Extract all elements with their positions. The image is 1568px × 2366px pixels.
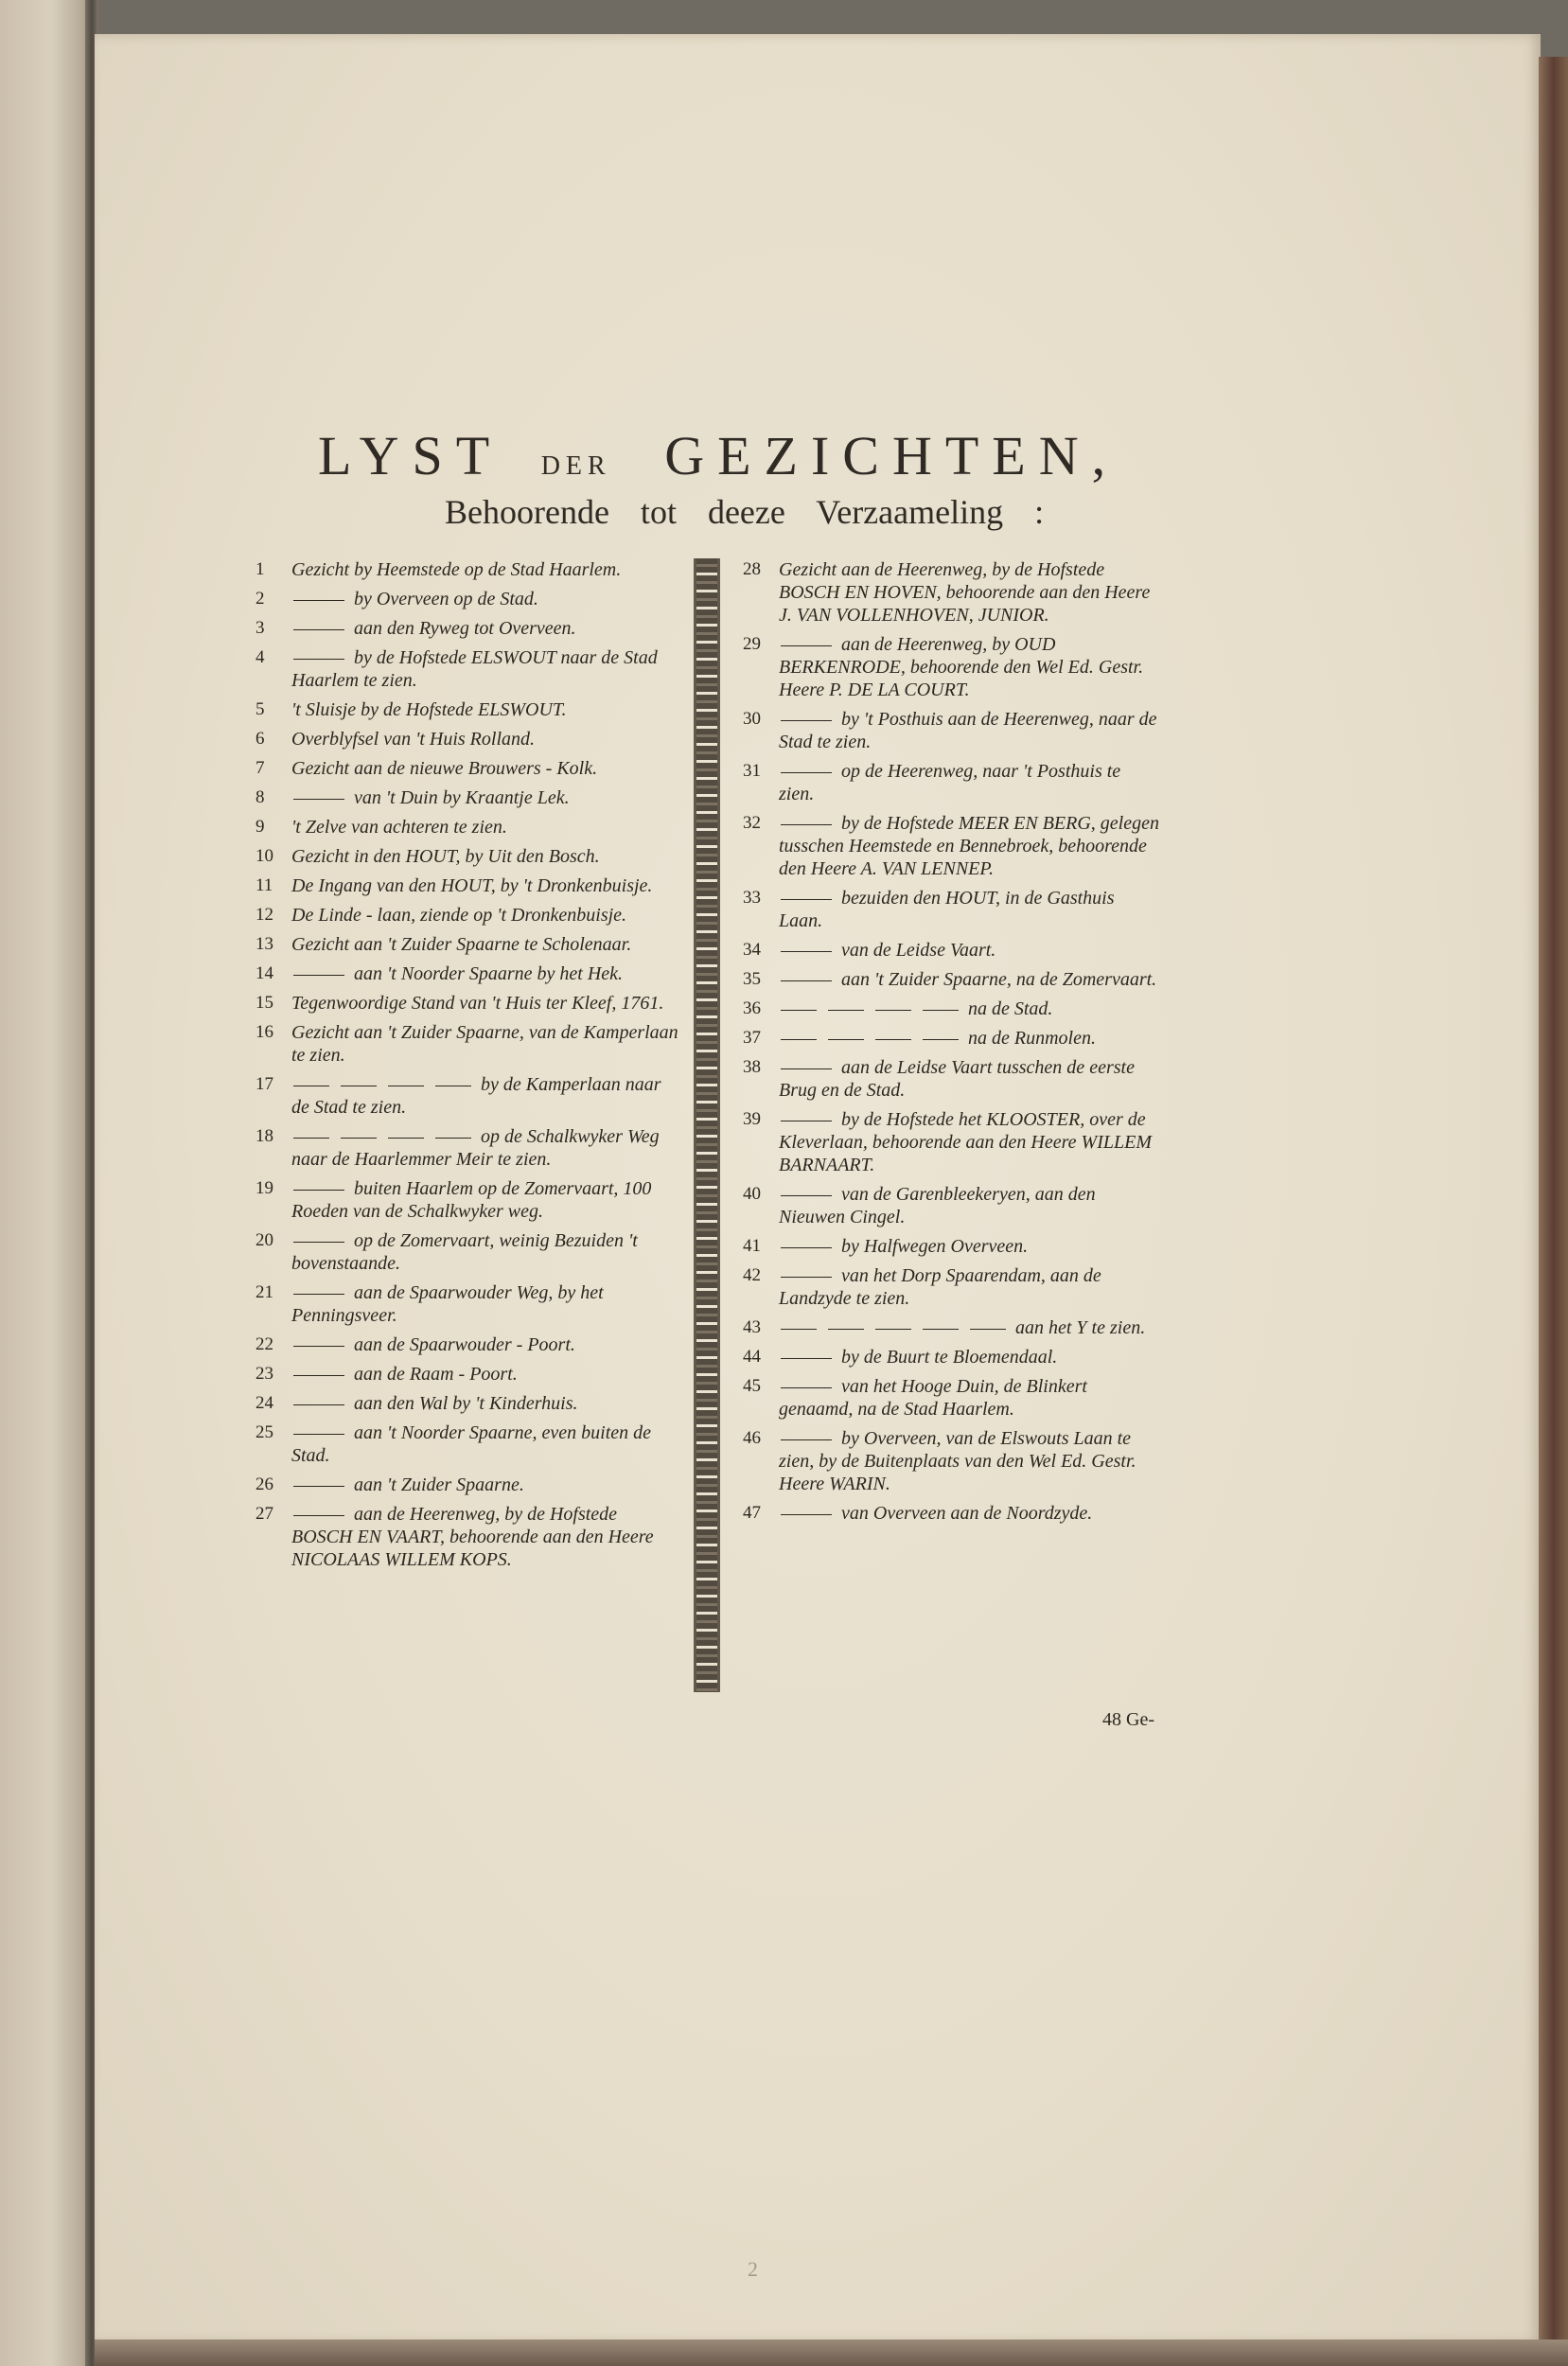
- item-number: 6: [255, 729, 265, 749]
- catchword: 48 Ge-: [1102, 1709, 1154, 1730]
- item-text: Tegenwoordige Stand van 't Huis ter Kleef, 1761.: [291, 993, 664, 1014]
- ditto-dash: [781, 1277, 832, 1278]
- list-item: [743, 1346, 1159, 1368]
- item-text: De Ingang van den HOUT, by 't Dronkenbuisje.: [291, 875, 653, 896]
- item-text: by Halfwegen Overveen.: [841, 1236, 1029, 1257]
- list-item: [255, 786, 681, 809]
- list-item: [743, 1056, 1159, 1102]
- list-item: [255, 1073, 681, 1119]
- item-text: 't Zelve van achteren te zien.: [291, 817, 507, 838]
- item-text: op de Schalkwyker Weg naar de Haarlemmer Meir te zien.: [291, 1126, 660, 1170]
- item-text: van de Garenbleekeryen, aan den Nieuwen Cingel.: [779, 1184, 1096, 1227]
- ditto-dash: [875, 1039, 911, 1040]
- list-item: [743, 1375, 1159, 1421]
- item-text: van Overveen aan de Noordzyde.: [841, 1503, 1093, 1524]
- list-item: [743, 633, 1159, 701]
- list-item: [743, 812, 1159, 880]
- item-number: 40: [743, 1184, 761, 1204]
- ditto-dash: [293, 600, 344, 601]
- ditto-dash: [781, 1039, 817, 1040]
- item-number: 9: [255, 817, 265, 837]
- title-lyst: LYST: [318, 425, 503, 486]
- item-text: De Linde - laan, ziende op 't Dronkenbuisje.: [291, 905, 627, 926]
- item-text: na de Runmolen.: [968, 1028, 1096, 1049]
- item-number: 8: [255, 787, 265, 807]
- ditto-dash: [781, 1439, 832, 1440]
- list-item: [255, 992, 681, 1015]
- ditto-dash: [293, 1486, 344, 1487]
- list-item: [743, 1502, 1159, 1525]
- list-item: [255, 962, 681, 985]
- ditto-dash: [781, 1247, 832, 1248]
- list-item: [743, 998, 1159, 1020]
- ditto-dash: [293, 1515, 344, 1516]
- list-item: [255, 1503, 681, 1571]
- item-text: 't Sluisje by de Hofstede ELSWOUT.: [291, 699, 567, 720]
- item-text: by de Hofstede ELSWOUT naar de Stad Haarlem te zien.: [291, 647, 658, 691]
- item-text: aan de Leidse Vaart tusschen de eerste Brug en de Stad.: [779, 1057, 1135, 1101]
- item-text: van 't Duin by Kraantje Lek.: [354, 787, 570, 808]
- list-item: [255, 904, 681, 927]
- item-text: aan de Heerenweg, by OUD BERKENRODE, behoorende den Wel Ed. Gestr. Heere P. DE LA COURT.: [779, 634, 1144, 700]
- item-number: 2: [255, 589, 265, 609]
- item-number: 47: [743, 1503, 761, 1523]
- ditto-dash: [970, 1329, 1006, 1330]
- list-item: [743, 558, 1159, 627]
- item-number: 14: [255, 963, 273, 983]
- ditto-dash: [781, 1358, 832, 1359]
- page-title: [318, 424, 1170, 487]
- item-text: aan het Y te zien.: [1015, 1317, 1146, 1338]
- ditto-dash: [293, 975, 344, 976]
- ditto-dash: [781, 1068, 832, 1069]
- right-cover-edge: [1539, 57, 1568, 2347]
- ditto-dash: [875, 1329, 911, 1330]
- item-text: op de Heerenweg, naar 't Posthuis te zien.: [779, 761, 1121, 804]
- item-text: by de Kamperlaan naar de Stad te zien.: [291, 1074, 661, 1118]
- item-text: aan den Ryweg tot Overveen.: [354, 618, 576, 639]
- ditto-dash: [923, 1329, 959, 1330]
- item-number: 10: [255, 846, 273, 866]
- list-item: [255, 728, 681, 750]
- title-der: DER: [540, 451, 611, 481]
- item-number: 21: [255, 1282, 273, 1302]
- item-number: 4: [255, 647, 265, 667]
- ditto-dash: [781, 1329, 817, 1330]
- ditto-dash: [293, 1434, 344, 1435]
- item-number: 18: [255, 1126, 273, 1146]
- page-number: 2: [748, 2257, 758, 2281]
- ditto-dash: [293, 1404, 344, 1405]
- item-number: 15: [255, 993, 273, 1013]
- bottom-cover-edge: [95, 2340, 1568, 2366]
- right-list-column: [743, 558, 1159, 1531]
- item-text: van het Dorp Spaarendam, aan de Landzyde te zien.: [779, 1265, 1101, 1309]
- item-number: 23: [255, 1364, 273, 1384]
- ditto-dash: [828, 1329, 864, 1330]
- item-number: 13: [255, 934, 273, 954]
- list-item: [255, 874, 681, 897]
- ditto-dash: [293, 629, 344, 630]
- ditto-dash: [781, 1010, 817, 1011]
- item-number: 7: [255, 758, 265, 778]
- item-number: 20: [255, 1230, 273, 1250]
- list-item: [255, 646, 681, 692]
- ditto-dash: [293, 1190, 344, 1191]
- list-item: [743, 1027, 1159, 1050]
- item-number: 12: [255, 905, 273, 925]
- ditto-dash: [828, 1010, 864, 1011]
- item-number: 11: [255, 875, 273, 895]
- item-text: Gezicht aan 't Zuider Spaarne, van de Kamperlaan te zien.: [291, 1022, 678, 1066]
- list-item: [255, 845, 681, 868]
- item-text: Gezicht aan de nieuwe Brouwers - Kolk.: [291, 758, 598, 779]
- list-item: [743, 939, 1159, 962]
- item-number: 38: [743, 1057, 761, 1077]
- item-text: by de Buurt te Bloemendaal.: [841, 1347, 1058, 1368]
- ditto-dash: [435, 1138, 471, 1139]
- item-text: aan 't Zuider Spaarne.: [354, 1474, 524, 1495]
- list-item: [743, 760, 1159, 805]
- ditto-dash: [293, 659, 344, 660]
- item-number: 46: [743, 1428, 761, 1448]
- ditto-dash: [388, 1138, 424, 1139]
- ditto-dash: [293, 1242, 344, 1243]
- ditto-dash: [781, 645, 832, 646]
- ditto-dash: [781, 951, 832, 952]
- item-text: aan de Raam - Poort.: [354, 1364, 518, 1385]
- list-item: [255, 933, 681, 956]
- item-text: Gezicht aan 't Zuider Spaarne te Scholenaar.: [291, 934, 632, 955]
- list-item: [743, 1316, 1159, 1339]
- item-text: by de Hofstede MEER EN BERG, gelegen tusschen Heemstede en Bennebroek, behoorende den Heere A. VAN LENNEP.: [779, 813, 1159, 879]
- item-text: buiten Haarlem op de Zomervaart, 100 Roeden van de Schalkwyker weg.: [291, 1178, 652, 1222]
- ornamental-divider: [694, 558, 720, 1692]
- list-item: [255, 1474, 681, 1496]
- item-text: by de Hofstede het KLOOSTER, over de Kleverlaan, behoorende aan den Heere WILLEM BARNAART.: [779, 1109, 1152, 1175]
- ditto-dash: [923, 1010, 959, 1011]
- item-number: 32: [743, 813, 761, 833]
- left-list-column: [255, 558, 681, 1578]
- item-number: 41: [743, 1236, 761, 1256]
- list-item: [255, 698, 681, 721]
- item-number: 25: [255, 1422, 273, 1442]
- list-item: [743, 1183, 1159, 1228]
- list-item: [255, 1021, 681, 1067]
- ditto-dash: [828, 1039, 864, 1040]
- list-item: [255, 1363, 681, 1386]
- ditto-dash: [293, 1138, 329, 1139]
- item-text: van het Hooge Duin, de Blinkert genaamd, na de Stad Haarlem.: [779, 1376, 1087, 1420]
- list-item: [743, 708, 1159, 753]
- item-text: Gezicht aan de Heerenweg, by de Hofstede BOSCH EN HOVEN, behoorende aan den Heere J. VAN VOLLENHOVEN, JUNIOR.: [779, 559, 1151, 626]
- list-item: [743, 887, 1159, 932]
- ditto-dash: [781, 1387, 832, 1388]
- list-item: [743, 1427, 1159, 1495]
- ditto-dash: [923, 1039, 959, 1040]
- ditto-dash: [781, 772, 832, 773]
- ditto-dash: [293, 1294, 344, 1295]
- item-text: aan den Wal by 't Kinderhuis.: [354, 1393, 578, 1414]
- ditto-dash: [293, 1375, 344, 1376]
- item-number: 37: [743, 1028, 761, 1048]
- item-number: 45: [743, 1376, 761, 1396]
- list-item: [255, 757, 681, 780]
- list-item: [743, 1264, 1159, 1310]
- list-item: [255, 816, 681, 839]
- item-number: 3: [255, 618, 265, 638]
- ditto-dash: [875, 1010, 911, 1011]
- ditto-dash: [293, 1346, 344, 1347]
- list-item: [255, 1125, 681, 1171]
- ditto-dash: [781, 899, 832, 900]
- ditto-dash: [781, 980, 832, 981]
- item-text: bezuiden den HOUT, in de Gasthuis Laan.: [779, 888, 1115, 931]
- item-number: 27: [255, 1504, 273, 1524]
- item-number: 44: [743, 1347, 761, 1367]
- list-item: [255, 1229, 681, 1275]
- item-number: 39: [743, 1109, 761, 1129]
- item-text: Gezicht by Heemstede op de Stad Haarlem.: [291, 559, 622, 580]
- list-item: [255, 1421, 681, 1467]
- item-number: 34: [743, 940, 761, 960]
- item-number: 22: [255, 1334, 273, 1354]
- item-number: 35: [743, 969, 761, 989]
- item-number: 24: [255, 1393, 273, 1413]
- item-text: aan 't Zuider Spaarne, na de Zomervaart.: [841, 969, 1157, 990]
- ditto-dash: [781, 824, 832, 825]
- title-gezichten: GEZICHTEN,: [664, 425, 1119, 486]
- list-item: [255, 1392, 681, 1415]
- item-text: aan de Spaarwouder - Poort.: [354, 1334, 575, 1355]
- item-number: 31: [743, 761, 761, 781]
- list-item: [255, 588, 681, 610]
- item-text: by Overveen op de Stad.: [354, 589, 538, 609]
- list-item: [743, 1108, 1159, 1176]
- item-text: na de Stad.: [968, 998, 1053, 1019]
- item-number: 17: [255, 1074, 273, 1094]
- ditto-dash: [781, 1514, 832, 1515]
- page-subtitle: Behoorende tot deeze Verzaameling :: [445, 493, 1045, 531]
- ditto-dash: [293, 799, 344, 800]
- item-number: 5: [255, 699, 265, 719]
- list-item: [255, 1333, 681, 1356]
- item-text: aan 't Noorder Spaarne by het Hek.: [354, 963, 624, 984]
- item-number: 30: [743, 709, 761, 729]
- item-number: 1: [255, 559, 265, 579]
- item-text: Overblyfsel van 't Huis Rolland.: [291, 729, 536, 750]
- left-page-edge: [0, 0, 93, 2366]
- item-text: aan de Heerenweg, by de Hofstede BOSCH EN VAART, behoorende aan den Heere NICOLAAS WILLEM KOPS.: [291, 1504, 654, 1570]
- item-number: 16: [255, 1022, 273, 1042]
- item-text: op de Zomervaart, weinig Bezuiden 't bovenstaande.: [291, 1230, 638, 1274]
- item-number: 26: [255, 1474, 273, 1494]
- item-text: by 't Posthuis aan de Heerenweg, naar de Stad te zien.: [779, 709, 1157, 752]
- ditto-dash: [781, 720, 832, 721]
- item-text: aan 't Noorder Spaarne, even buiten de Stad.: [291, 1422, 652, 1466]
- item-number: 29: [743, 634, 761, 654]
- list-item: [255, 1281, 681, 1327]
- list-item: [255, 1177, 681, 1223]
- item-text: van de Leidse Vaart.: [841, 940, 996, 961]
- list-item: [743, 1235, 1159, 1258]
- ditto-dash: [781, 1195, 832, 1196]
- list-item: [743, 968, 1159, 991]
- item-text: aan de Spaarwouder Weg, by het Penningsveer.: [291, 1282, 604, 1326]
- list-item: [255, 617, 681, 640]
- list-item: [255, 558, 681, 581]
- item-number: 36: [743, 998, 761, 1018]
- item-number: 28: [743, 559, 761, 579]
- item-number: 19: [255, 1178, 273, 1198]
- item-text: by Overveen, van de Elswouts Laan te zien, by de Buitenplaats van den Wel Ed. Gestr. Heere WARIN.: [779, 1428, 1136, 1494]
- item-number: 43: [743, 1317, 761, 1337]
- item-number: 33: [743, 888, 761, 908]
- item-number: 42: [743, 1265, 761, 1285]
- item-text: Gezicht in den HOUT, by Uit den Bosch.: [291, 846, 600, 867]
- ditto-dash: [341, 1138, 377, 1139]
